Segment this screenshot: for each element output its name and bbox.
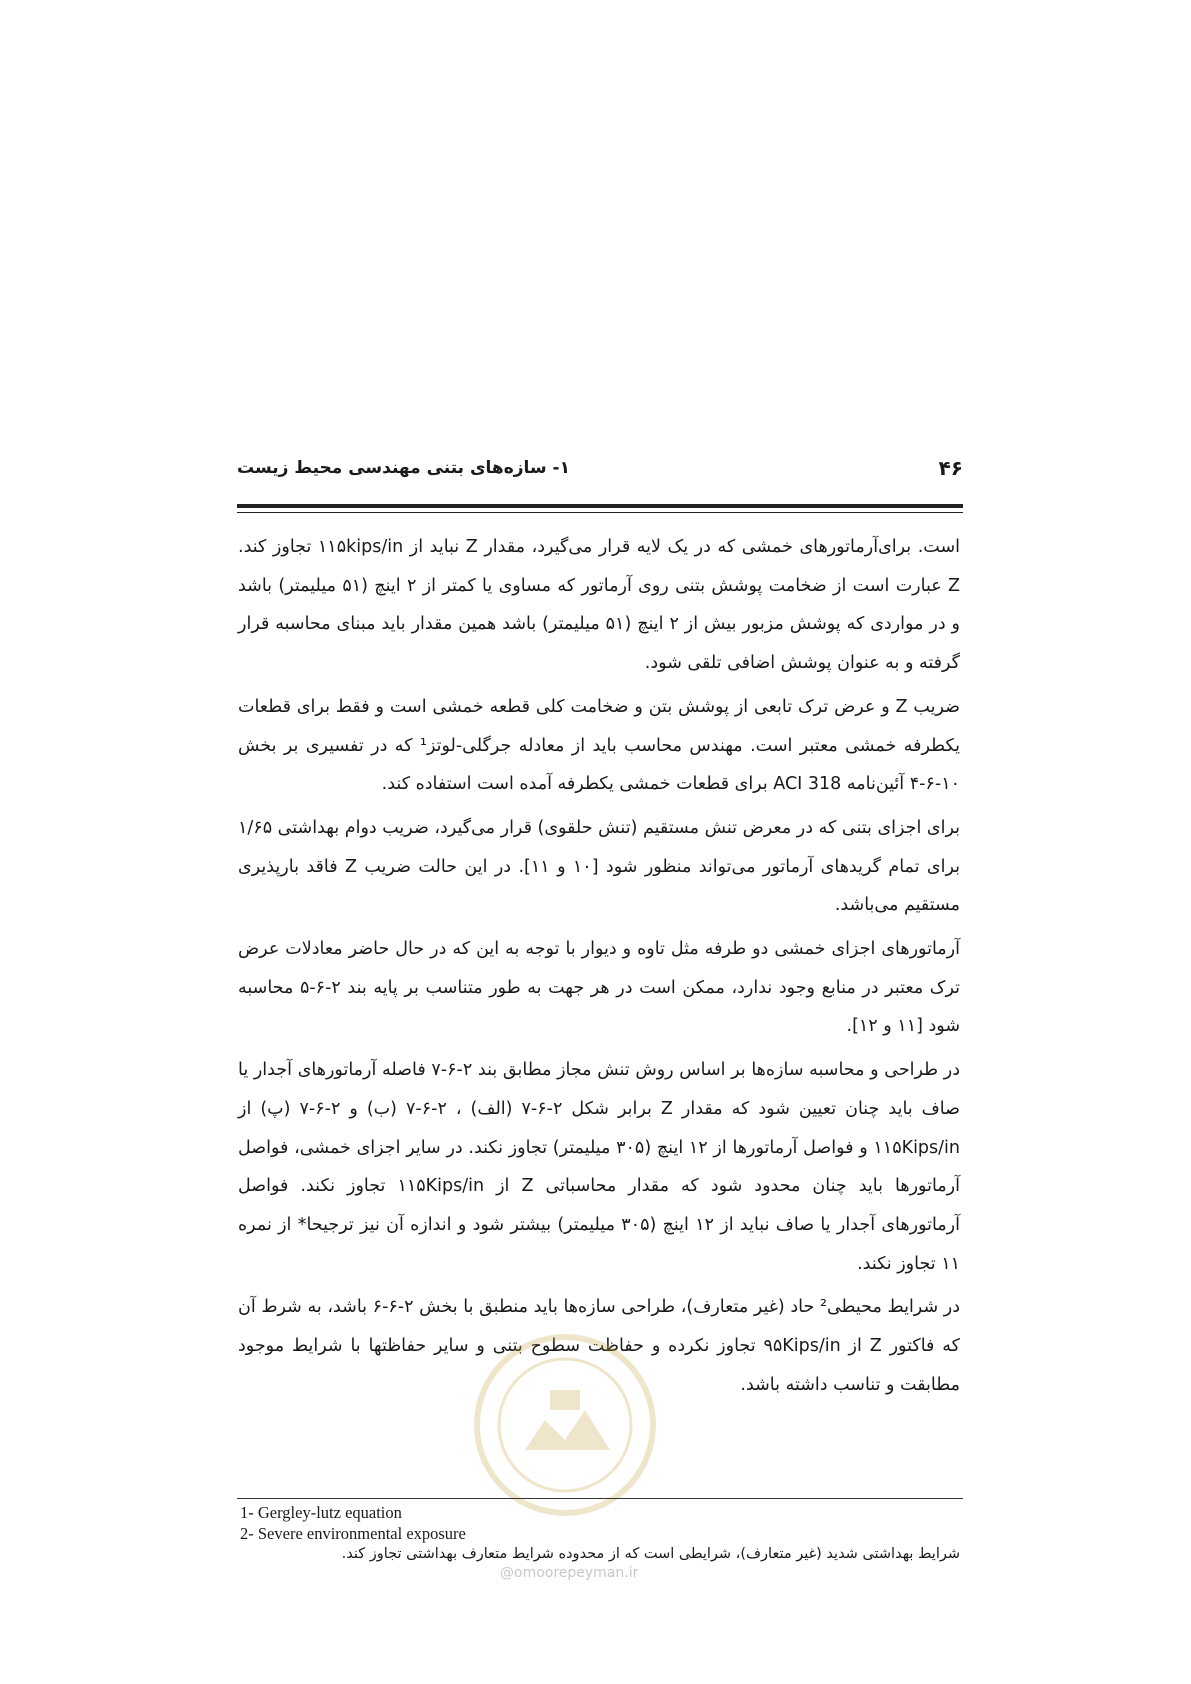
footnote-2: 2- Severe environmental exposure — [240, 1524, 466, 1543]
chapter-title: ۱- سازه‌های بتنی مهندسی محیط زیست — [237, 458, 570, 478]
paragraph: در طراحی و محاسبه سازه‌ها بر اساس روش تنش مجاز مطابق بند ۲-۶-۷ فاصله آرماتورهای آجدار یا صاف باید چنان تعیین شود که مقدار Z برابر شکل ۲-۶-۷ (الف) ، ۲-۶-۷ (ب) و ۲-۶-۷ (پ) از ۱۱۵Kips/in و فواصل آرماتورها از ۱۲ اینچ (۳۰۵ میلیمتر) تجاوز نکند. در سایر اجزای خمشی، فواصل آرماتورها باید چنان محدود شود که مقدار محاسباتی Z از ۱۱۵Kips/in تجاوز نکند. فواصل آرماتورهای آجدار یا صاف نباید از ۱۲ اینچ (۳۰۵ میلیمتر) بیشتر شود و اندازه آن نیز ترجیحا* از نمره ۱۱ تجاوز نکند. — [238, 1060, 961, 1274]
watermark-url: @omoorepeyman.ir — [500, 1565, 639, 1581]
paragraph: آرماتورهای اجزای خمشی دو طرفه مثل تاوه و دیوار با توجه به این که در حال حاضر معادلات عرض ترک معتبر در منابع وجود ندارد، ممکن است در هر جهت به طور متناسب بر پایه بند ۲-۶-۵ محاسبه شود [۱۱ و ۱۲]. — [238, 939, 960, 1037]
body-text — [238, 528, 960, 1404]
footnote-1: 1- Gergley-lutz equation — [240, 1503, 402, 1522]
footnote-persian: شرایط بهداشتی شدید (غیر متعارف)، شرایطی است که از محدوده شرایط متعارف بهداشتی تجاوز کند. — [341, 1546, 960, 1562]
paragraph: در شرایط محیطی² حاد (غیر متعارف)، طراحی سازه‌ها باید منطبق با بخش ۲-۶-۶ باشد، به شرط آن که فاکتور Z از ۹۵Kips/in تجاوز نکرده و حفاظت سطوح بتنی و سایر حفاظتها با شرایط موجود مطابقت و تناسب داشته باشد. — [238, 1297, 960, 1395]
header-rule-thick — [237, 504, 963, 508]
stamp-watermark-icon — [470, 1330, 660, 1520]
paragraph: برای اجزای بتنی که در معرض تنش مستقیم (تنش حلقوی) قرار می‌گیرد، ضریب دوام بهداشتی ۱/۶۵ برای تمام گریدهای آرماتور می‌تواند منظور شود [۱۰ و ۱۱]. در این حالت ضریب Z فاقد بارپذیری مستقیم می‌باشد. — [238, 817, 960, 916]
footnotes — [240, 1502, 740, 1544]
page-number: ۴۶ — [938, 456, 963, 480]
paragraph: ضریب Z و عرض ترک تابعی از پوشش بتن و ضخامت کلی قطعه خمشی است و فقط برای قطعات یکطرفه خمشی معتبر است. مهندس محاسب باید از معادله جرگلی-لوتز¹ که در تفسیری بر بخش ۱۰-۶-۴ آئین‌نامه ACI 318 برای قطعات خمشی یکطرفه آمده است استفاده کند. — [238, 696, 960, 795]
paragraph: است. برای‌آرماتورهای خمشی که در یک لایه قرار می‌گیرد، مقدار Z نباید از ۱۱۵kips/in تجاوز کند. Z عبارت است از ضخامت پوشش بتنی روی آرماتور که مساوی یا کمتر از ۲ اینچ (۵۱ میلیمتر) باشد و در مواردی که پوشش مزبور بیش از ۲ اینچ (۵۱ میلیمتر) باشد همین مقدار باید مبنای محاسبه قرار گرفته و به عنوان پوشش اضافی تلقی شود. — [238, 537, 961, 674]
footnote-rule — [237, 1498, 963, 1499]
header-rule-thin — [237, 512, 963, 513]
running-header — [237, 456, 963, 486]
